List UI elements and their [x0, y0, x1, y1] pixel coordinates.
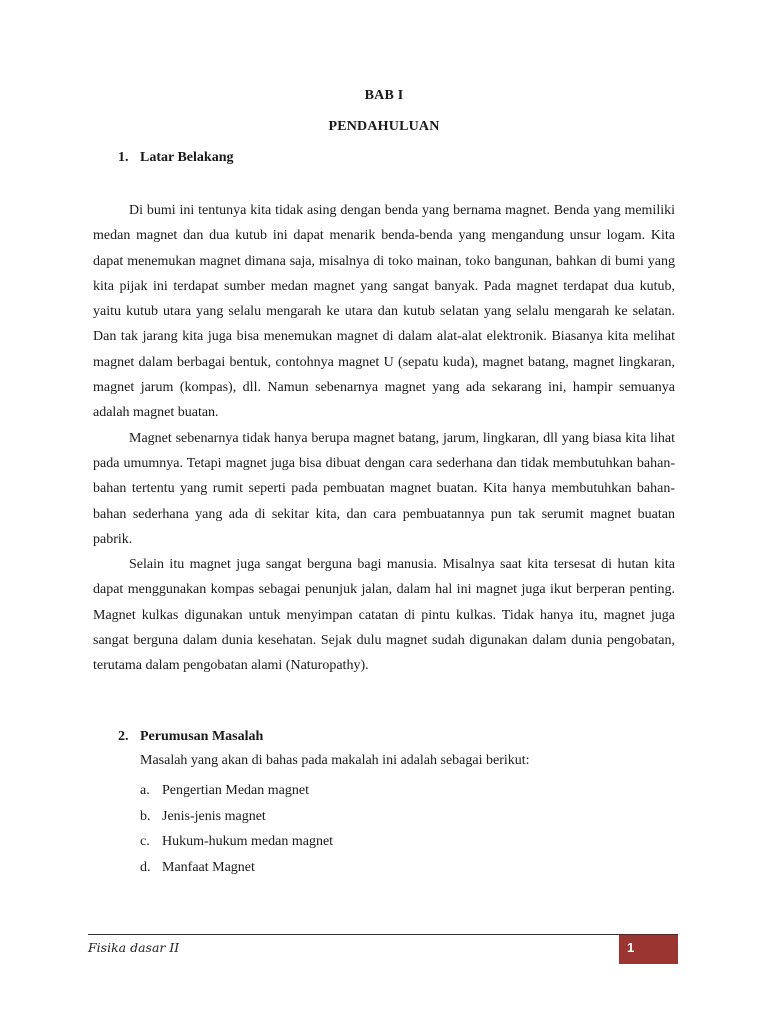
list-marker: a.: [140, 783, 150, 798]
section-2-number: 2.: [118, 729, 129, 744]
page-number-badge: [619, 935, 678, 964]
list-item: [140, 778, 333, 804]
footer-label: Fisika dasar II: [88, 940, 180, 955]
section-1-heading: [118, 150, 233, 166]
list-item: [140, 804, 333, 830]
section-1-title: Latar Belakang: [140, 150, 234, 165]
list-item: [140, 829, 333, 855]
list-item-text: Jenis-jenis magnet: [162, 808, 266, 824]
page-number: 1: [627, 940, 635, 955]
paragraph: Di bumi ini tentunya kita tidak asing dengan benda yang bernama magnet. Benda yang memiliki medan magnet dan dua kutub ini dapat menarik benda-benda yang mengandung unsur logam. Kita dapat menemukan magnet dimana saja, misalnya di toko mainan, toko bangunan, bahkan di bumi yang kita pijak ini terdapat sumber medan magnet yang sangat banyak. Pada magnet terdapat dua kutub, yaitu kutub utara yang selalu mengarah ke utara dan kutub selatan yang selalu mengarah ke selatan. Dan tak jarang kita juga bisa menemukan magnet di dalam alat-alat elektronik. Biasanya kita melihat magnet dalam berbagai bentuk, contohnya magnet U (sepatu kuda), magnet batang, magnet lingkaran, magnet jarum (kompas), dll. Namun sebenarnya magnet yang ada sekarang ini, hampir semuanya adalah magnet buatan.: [93, 203, 675, 421]
list-marker: c.: [140, 834, 150, 849]
footer-divider: [88, 934, 678, 935]
section-1-number: 1.: [118, 150, 129, 165]
list-item: [140, 855, 333, 881]
section-2-title: Perumusan Masalah: [140, 729, 264, 744]
problem-list: [140, 778, 333, 880]
list-item-text: Manfaat Magnet: [162, 859, 255, 875]
paragraph: Selain itu magnet juga sangat berguna bagi manusia. Misalnya saat kita tersesat di hutan kita dapat menggunakan kompas sebagai penunjuk jalan, dalam hal ini magnet juga ikut berperan penting. Magnet kulkas digunakan untuk menyimpan catatan di pintu kulkas. Tidak hanya itu, magnet juga sangat berguna dalam dunia kesehatan. Sejak dulu magnet sudah digunakan dalam dunia pengobatan, terutama dalam pengobatan alami (Naturopathy).: [93, 557, 675, 674]
list-marker: b.: [140, 808, 151, 824]
list-item-text: Pengertian Medan magnet: [162, 783, 309, 798]
paragraph: Magnet sebenarnya tidak hanya berupa magnet batang, jarum, lingkaran, dll yang biasa kita lihat pada umumnya. Tetapi magnet juga bisa dibuat dengan cara sederhana dan tidak membutuhkan bahan-bahan tertentu yang rumit seperti pada pembuatan magnet buatan. Kita hanya membutuhkan bahan-bahan sederhana yang ada di sekitar kita, dan cara pembuatannya pun tak serumit magnet buatan pabrik.: [93, 430, 675, 547]
section-2-intro: Masalah yang akan di bahas pada makalah ini adalah sebagai berikut:: [140, 753, 530, 768]
chapter-heading: BAB I: [364, 88, 404, 103]
section-2-heading: [118, 729, 263, 745]
chapter-title: PENDAHULUAN: [328, 119, 440, 134]
list-item-text: Hukum-hukum medan magnet: [162, 834, 334, 849]
list-marker: d.: [140, 859, 151, 875]
section-1-body: [93, 198, 675, 679]
